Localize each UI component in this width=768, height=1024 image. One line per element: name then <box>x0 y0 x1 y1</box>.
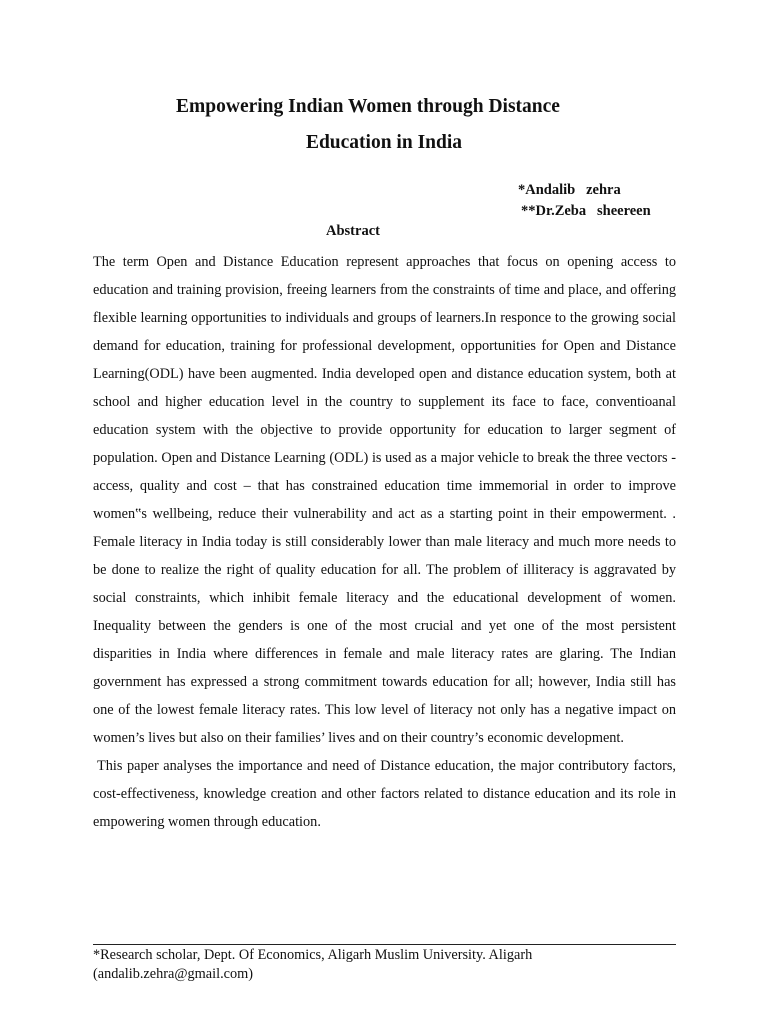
abstract-heading: Abstract <box>326 223 380 239</box>
author-2: **Dr.Zeba sheereen <box>521 203 651 219</box>
abstract-paragraph-1: The term Open and Distance Education represent approaches that focus on opening access to education and training provision, freeing learners from the constraints of time and place, and offering flexible learning opportunities to individuals and groups of learners.In responce to the growing social demand for education, training for professional development, opportunities for Open and Distance Learning(ODL) have been augmented. India developed open and distance education system, both at school and higher education level in the country to supplement its face to face, conventioanal education system with the objective to provide opportunity for education to larger segment of population. Open and Distance Learning (ODL) is used as a major vehicle to break the three vectors - access, quality and cost – that has constrained education time immemorial in order to improve women‟s wellbeing, reduce their vulnerability and act as a starting point in their empowerment. . Female literacy in India today is still considerably lower than male literacy and much more needs to be done to realize the right of quality education for all. The problem of illiteracy is aggravated by social constraints, which inhibit female literacy and the educational development of women. Inequality between the genders is one of the most crucial and yet one of the most persistent disparities in India where differences in female and male literacy rates are glaring. The Indian government has expressed a strong commitment towards education for all; however, India still has one of the lowest female literacy rates. This low level of literacy not only has a negative impact on women’s lives but also on their families’ lives and on their country’s economic development. <box>93 254 676 746</box>
author-1: *Andalib zehra <box>518 182 621 198</box>
abstract-body <box>93 248 676 836</box>
footnote-divider <box>93 944 676 945</box>
paper-title-line-2: Education in India <box>305 132 463 153</box>
footnote-email: (andalib.zehra@gmail.com) <box>93 966 254 982</box>
footnote <box>93 946 693 984</box>
paper-title-line-1: Empowering Indian Women through Distance <box>176 96 560 117</box>
footnote-affiliation: *Research scholar, Dept. Of Economics, Aligarh Muslim University. Aligarh <box>93 947 533 963</box>
abstract-paragraph-2: This paper analyses the importance and need of Distance education, the major contributory factors, cost-effectiveness, knowledge creation and other factors related to distance education and its role in empowering women through education. <box>93 758 676 830</box>
